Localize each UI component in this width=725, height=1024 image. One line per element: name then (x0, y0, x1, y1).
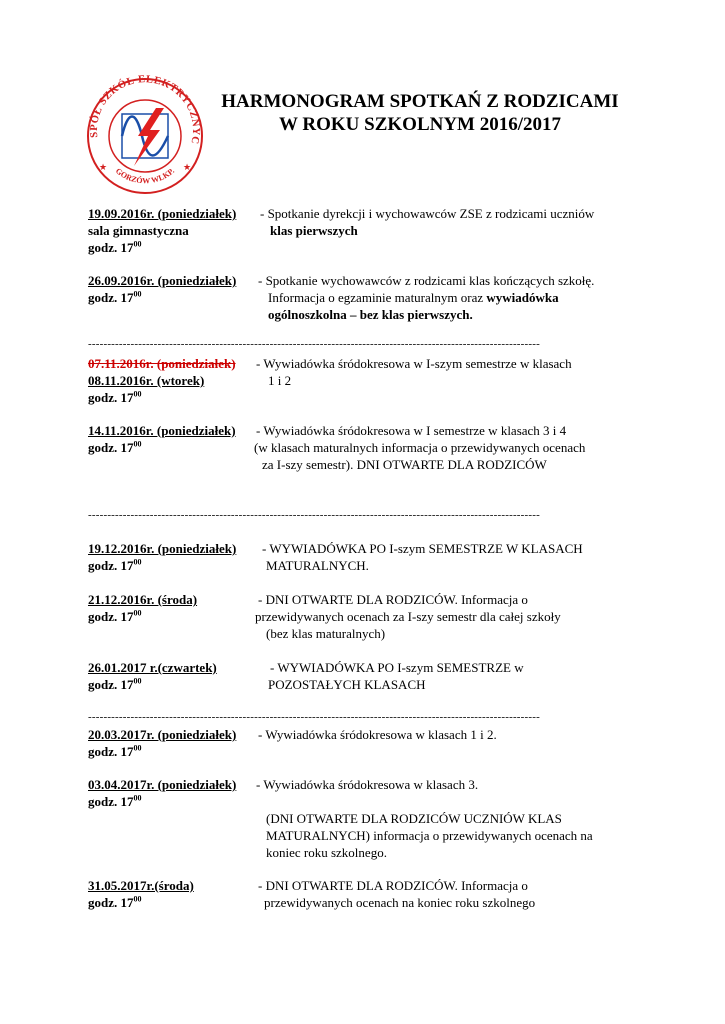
entry-9-desc-4: koniec roku szkolnego. (266, 845, 387, 860)
title-line-1: HARMONOGRAM SPOTKAŃ Z RODZICAMI (221, 91, 619, 112)
entry-7-hour: godz. $17^{00}$ (88, 676, 142, 692)
entry-6-desc-2: przewidywanych ocenach za I-szy semestr dla całej szkoły (255, 609, 561, 624)
entry-5-desc-1: - WYWIADÓWKA PO I-szym SEMESTRZE W KLASACH (262, 541, 583, 556)
divider-1: --------------------------------------------------------------------------------------------------------------------- (88, 338, 540, 350)
logo-arc-text: SPÓŁ SZKÓŁ ELEKTRYCZNYC (88, 74, 202, 146)
entry-10-desc-2: przewidywanych ocenach na koniec roku szkolnego (264, 895, 536, 910)
entry-4-date: 14.11.2016r. (poniedziałek) (88, 423, 236, 438)
entry-3-desc-2: 1 i 2 (268, 373, 292, 388)
entry-2-date: 26.09.2016r. (poniedziałek) (88, 273, 237, 288)
divider-3: --------------------------------------------------------------------------------------------------------------------- (88, 711, 540, 723)
divider-2: --------------------------------------------------------------------------------------------------------------------- (88, 509, 540, 521)
entry-2-desc-1: - Spotkanie wychowawców z rodzicami klas kończących szkołę. (258, 273, 595, 288)
entry-9-desc-1: - Wywiadówka śródokresowa w klasach 3. (256, 777, 479, 792)
entry-5-desc-2: MATURALNYCH. (266, 558, 369, 573)
entry-2-desc-2: Informacja o egzaminie maturalnym oraz wywiadówka (268, 290, 559, 305)
entry-1-desc-1: - Spotkanie dyrekcji i wychowawców ZSE z rodzicami uczniów (260, 206, 595, 221)
school-logo (80, 70, 210, 198)
entry-8-desc-1: - Wywiadówka śródokresowa w klasach 1 i 2. (258, 727, 497, 742)
entry-4-desc-2: (w klasach maturalnych informacja o przewidywanych ocenach (254, 440, 586, 455)
logo-star-left-icon: ★ (99, 163, 108, 173)
entry-1-desc-2: klas pierwszych (270, 223, 358, 238)
entry-9-date: 03.04.2017r. (poniedziałek) (88, 777, 237, 792)
entry-3-hour: godz. $17^{00}$ (88, 389, 142, 405)
entry-4-desc-1: - Wywiadówka śródokresowa w I semestrze w klasach 3 i 4 (256, 423, 567, 438)
entry-6-hour: godz. $17^{00}$ (88, 608, 142, 624)
entry-9-hour: godz. $17^{00}$ (88, 793, 142, 809)
entry-3-desc-1: - Wywiadówka śródokresowa w I-szym semestrze w klasach (256, 356, 572, 371)
title-line-2: W ROKU SZKOLNYM 2016/2017 (278, 114, 562, 135)
entry-1-place: sala gimnastyczna (88, 223, 189, 238)
entry-4-desc-3: za I-szy semestr). DNI OTWARTE DLA RODZICÓW (262, 457, 547, 472)
entry-6-date: 21.12.2016r. (środa) (88, 592, 198, 607)
entry-10-desc-1: - DNI OTWARTE DLA RODZICÓW. Informacja o (258, 878, 528, 893)
entry-10-date: 31.05.2017r.(środa) (88, 878, 194, 893)
svg-text:GORZÓW WLKP. (114, 166, 176, 185)
entry-3-date: 08.11.2016r. (wtorek) (88, 373, 205, 388)
entry-7-desc-2: POZOSTAŁYCH KLASACH (268, 677, 426, 692)
entry-4-hour: godz. $17^{00}$ (88, 439, 142, 455)
page-title (200, 90, 640, 136)
entry-7-desc-1: - WYWIADÓWKA PO I-szym SEMESTRZE w (270, 660, 524, 675)
entry-5-hour: godz. $17^{00}$ (88, 557, 142, 573)
entry-5-date: 19.12.2016r. (poniedziałek) (88, 541, 237, 556)
logo-star-right-icon: ★ (183, 163, 192, 173)
entry-8-hour: godz. $17^{00}$ (88, 743, 142, 759)
entry-3-date-cancelled: 07.11.2016r. (poniedziałek) (88, 356, 236, 371)
entry-10-hour: godz. $17^{00}$ (88, 894, 142, 910)
entry-6-desc-3: (bez klas maturalnych) (266, 626, 386, 641)
school-logo-emblem (80, 70, 210, 198)
entry-1-hour: godz. $17^{00}$ (88, 239, 142, 255)
entry-2-hour: godz. $17^{00}$ (88, 289, 142, 305)
logo-bottom-text: GORZÓW WLKP. (113, 166, 177, 186)
entry-1-date: 19.09.2016r. (poniedziałek) (88, 206, 237, 221)
entry-9-desc-2: (DNI OTWARTE DLA RODZICÓW UCZNIÓW KLAS (266, 811, 562, 826)
entry-6-desc-1: - DNI OTWARTE DLA RODZICÓW. Informacja o (258, 592, 528, 607)
entry-7-date: 26.01.2017 r.(czwartek) (88, 660, 217, 675)
entry-9-desc-3: MATURALNYCH) informacja o przewidywanych ocenach na (266, 828, 593, 843)
entry-2-desc-3: ogólnoszkolna – bez klas pierwszych. (268, 307, 473, 322)
entry-8-date: 20.03.2017r. (poniedziałek) (88, 727, 237, 742)
